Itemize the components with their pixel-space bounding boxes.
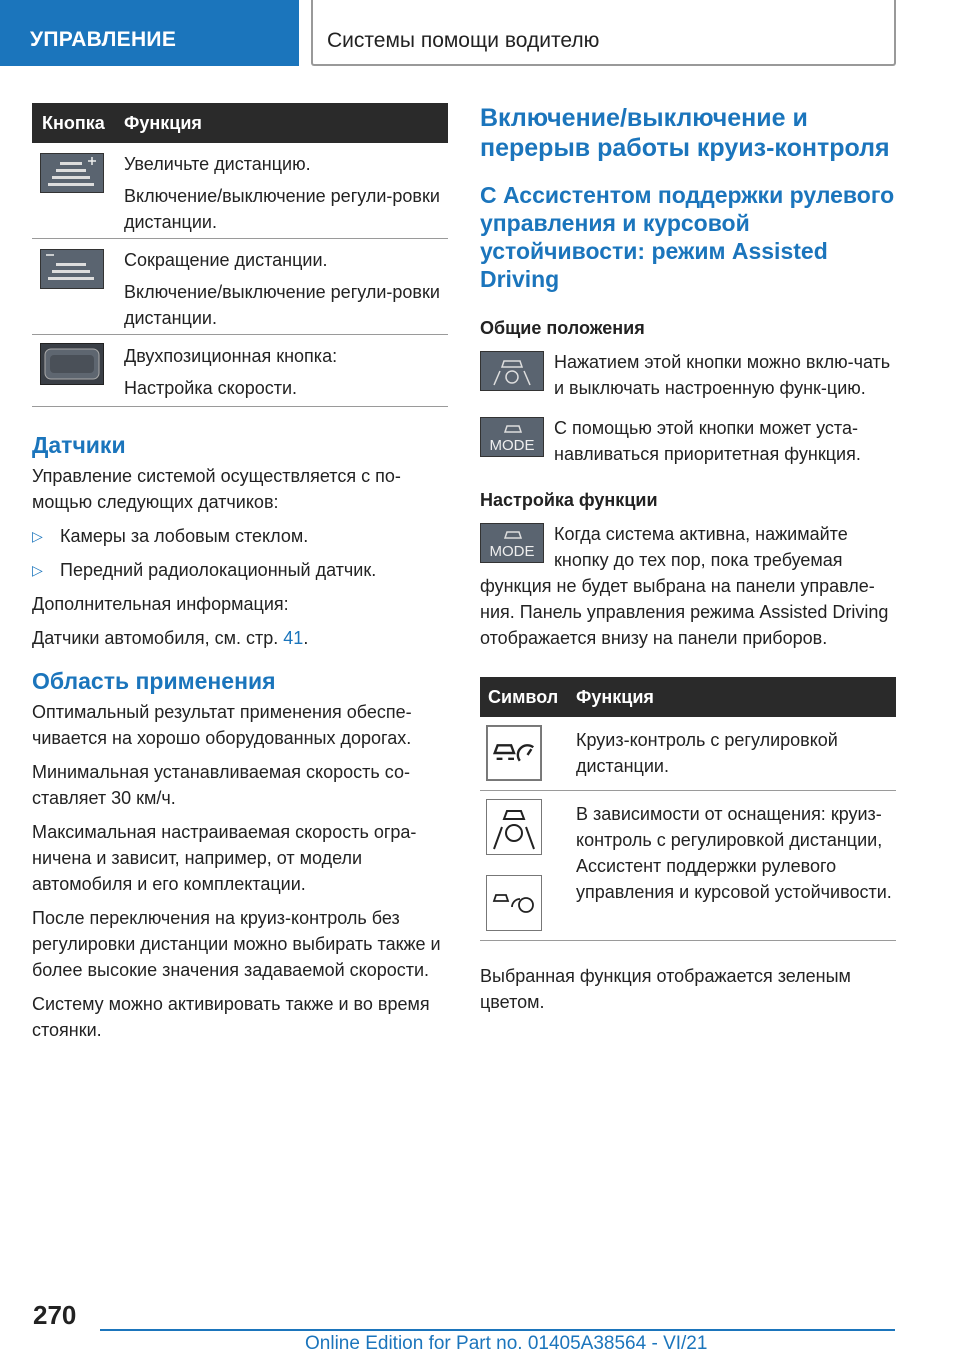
function-col-header: Функция bbox=[576, 686, 654, 707]
scope-paragraph: После переключения на круиз-контроль без регулировки дистанции можно выбирать также и более высокие значения задаваемой скорости. bbox=[32, 908, 441, 980]
setting-heading: Настройка функции bbox=[480, 490, 658, 510]
mode-button-icon: MODE bbox=[480, 417, 544, 457]
row-text: Сокращение дистанции. bbox=[124, 250, 328, 270]
left-column bbox=[32, 103, 448, 1051]
acc-steering-symbol-icon bbox=[486, 875, 542, 931]
list-item: ▷ Камеры за лобовым стеклом. bbox=[32, 523, 448, 549]
steering-assist-symbol-icon bbox=[486, 799, 542, 855]
symbol-col-header: Символ bbox=[488, 686, 559, 707]
symbol-table-header bbox=[480, 677, 896, 717]
symbol-table bbox=[480, 677, 896, 941]
button-table bbox=[32, 103, 448, 407]
mode-button-icon: MODE bbox=[480, 523, 544, 563]
acc-symbol-icon bbox=[486, 725, 542, 781]
row-text: Увеличьте дистанцию. bbox=[124, 154, 311, 174]
scope-paragraph: Максимальная настраиваемая скорость огра-ничена и зависит, например, от модели автомобиля и его комплектации. bbox=[32, 822, 417, 894]
sensor-reference: Датчики автомобиля, см. стр. 41. bbox=[32, 628, 309, 648]
distance-increase-icon bbox=[40, 153, 104, 193]
row-text: Круиз-контроль с регулировкой дистанции. bbox=[576, 730, 838, 776]
row-text: Настройка скорости. bbox=[124, 378, 298, 398]
table-row bbox=[32, 143, 448, 239]
button-col-header: Кнопка bbox=[42, 112, 105, 133]
row-text: Двухпозиционная кнопка: bbox=[124, 346, 338, 366]
function-col-header: Функция bbox=[124, 112, 202, 133]
general-paragraph: Нажатием этой кнопки можно вклю-чать и выключать настроенную функ-цию. bbox=[480, 349, 896, 401]
chapter-title: Системы помощи водителю bbox=[311, 0, 896, 66]
row-text: В зависимости от оснащения: круиз-контроль с регулировкой дистанции, Ассистент поддержки рулевого управления и курсовой устойчивости. bbox=[576, 804, 892, 902]
table-row bbox=[480, 717, 896, 791]
table-row bbox=[32, 239, 448, 335]
scope-paragraph: Оптимальный результат применения обеспе-чивается на хорошо оборудованных дорогах. bbox=[32, 702, 412, 748]
table-row bbox=[32, 335, 448, 407]
assist-button-icon bbox=[480, 351, 544, 391]
edition-text: Online Edition for Part no. 01405A38564 - VI/21 bbox=[305, 1333, 708, 1354]
rocker-button-icon bbox=[40, 343, 104, 385]
more-info-label: Дополнительная информация: bbox=[32, 594, 289, 614]
scope-heading: Область применения bbox=[32, 668, 276, 694]
section-heading: Включение/выключение и перерыв работы круиз-контроля bbox=[480, 104, 890, 162]
scope-paragraph: Систему можно активировать также и во время стоянки. bbox=[32, 994, 430, 1040]
scope-paragraph: Минимальная устанавливаемая скорость со-ставляет 30 км/ч. bbox=[32, 762, 410, 808]
row-text: Включение/выключение регули-ровки дистанции. bbox=[124, 282, 440, 328]
sensors-heading: Датчики bbox=[32, 432, 126, 458]
bullet-triangle-icon: ▷ bbox=[32, 562, 43, 578]
distance-decrease-icon bbox=[40, 249, 104, 289]
section-tab: УПРАВЛЕНИЕ bbox=[0, 0, 299, 66]
bullet-triangle-icon: ▷ bbox=[32, 528, 43, 544]
page-number: 270 bbox=[33, 1300, 77, 1330]
row-text: Включение/выключение регули-ровки дистанции. bbox=[124, 186, 440, 232]
general-paragraph: MODE С помощью этой кнопки может уста-навливаться приоритетная функция. bbox=[480, 415, 896, 467]
list-item: ▷ Передний радиолокационный датчик. bbox=[32, 557, 448, 583]
final-paragraph: Выбранная функция отображается зеленым цветом. bbox=[480, 966, 851, 1012]
subsection-heading: С Ассистентом поддержки рулевого управления и курсовой устойчивости: режим Assisted Driving bbox=[480, 182, 895, 292]
footer-divider bbox=[100, 1329, 895, 1331]
right-column bbox=[480, 103, 896, 1023]
setting-paragraph: MODE Когда система активна, нажимайте кнопку до тех пор, пока требуемая функция не будет выбрана на панели управле-ния. Панель управления режима Assisted Driving отображается внизу на панели приборов. bbox=[480, 524, 889, 648]
sensors-intro: Управление системой осуществляется с по-мощью следующих датчиков: bbox=[32, 466, 401, 512]
general-heading: Общие положения bbox=[480, 318, 645, 338]
page-link[interactable]: 41 bbox=[283, 628, 304, 648]
table-row bbox=[480, 791, 896, 941]
button-table-header bbox=[32, 103, 448, 143]
